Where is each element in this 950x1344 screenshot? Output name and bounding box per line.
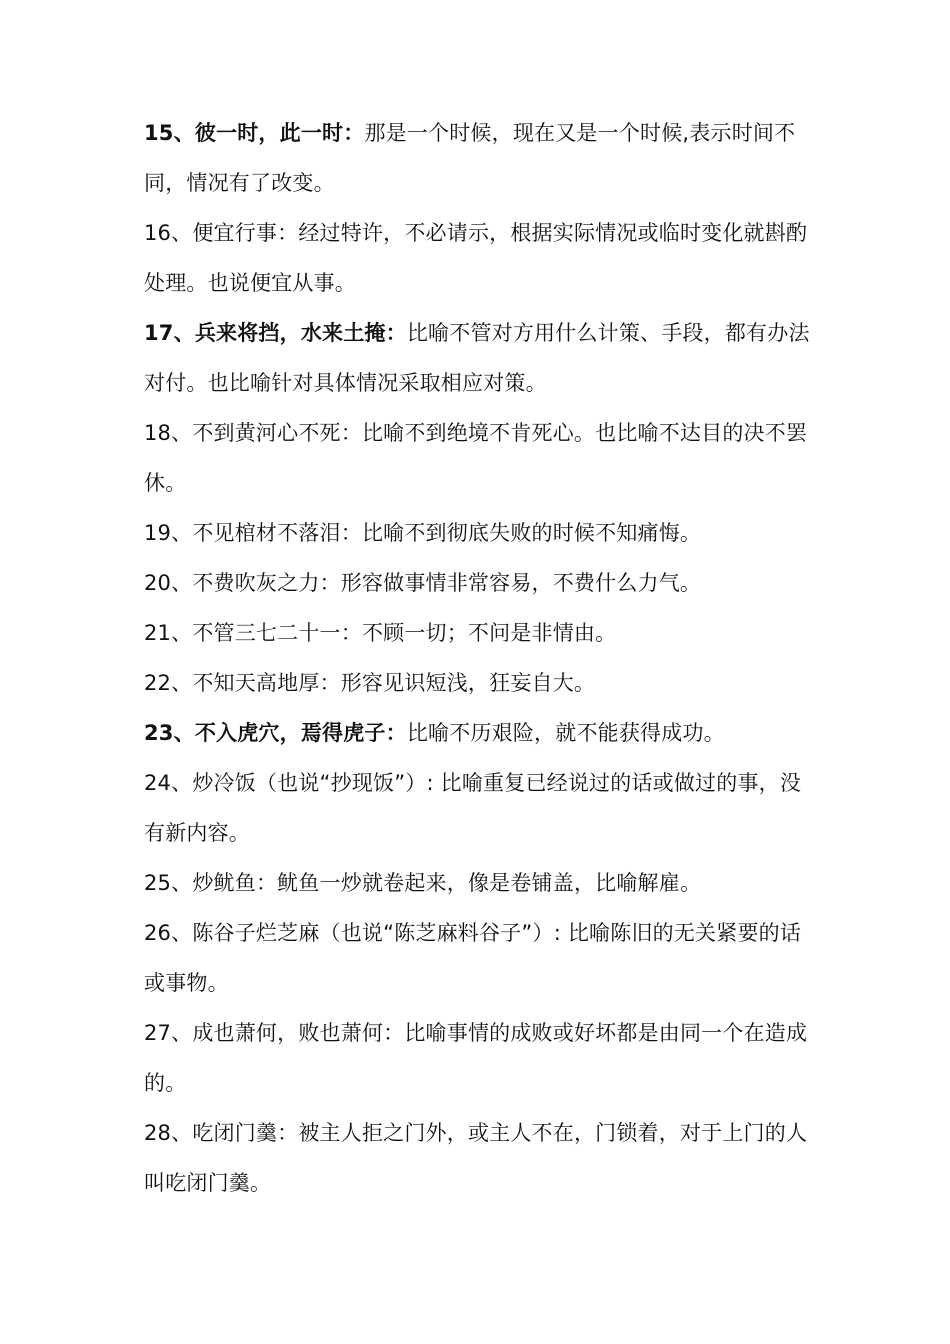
- idiom-definition: 比喻不历艰险，就不能获得成功。: [406, 721, 725, 745]
- idiom-term: 兵来将挡，水来土掩: [194, 321, 386, 345]
- entry-number: 20、: [144, 571, 193, 595]
- idiom-entry: [144, 108, 814, 208]
- idiom-term: 不知天高地厚: [192, 671, 320, 695]
- entry-number: 28、: [144, 1121, 193, 1145]
- idiom-definition: 那是一个时候，现在又是一个时候,表示时间不同，情况有了改变。: [144, 121, 796, 195]
- entry-number: 16、: [144, 221, 193, 245]
- term-separator: :: [426, 771, 441, 795]
- idiom-term: 不费吹灰之力: [192, 571, 320, 595]
- idiom-definition: 比喻重复已经说过的话或做过的事，没有新内容。: [144, 771, 802, 845]
- idiom-entry: [144, 608, 814, 658]
- entry-number: 15、: [144, 121, 195, 145]
- idiom-term: 彼一时，此一时: [194, 121, 344, 145]
- idiom-entry: [144, 508, 814, 558]
- idiom-term: 不见棺材不落泪: [192, 521, 341, 545]
- term-separator: ：: [340, 521, 362, 545]
- entry-number: 18、: [144, 421, 193, 445]
- idiom-definition: 形容见识短浅，狂妄自大。: [340, 671, 596, 695]
- term-separator: :: [553, 921, 568, 945]
- entry-number: 17、: [144, 321, 195, 345]
- entry-number: 23、: [144, 721, 195, 745]
- term-separator: ：: [340, 421, 362, 445]
- term-separator: ：: [255, 871, 278, 895]
- idiom-entry: [144, 858, 814, 908]
- idiom-entry: [144, 758, 814, 858]
- idiom-definition: 被主人拒之门外，或主人不在，门锁着，对于上门的人叫吃闭门羹。: [144, 1121, 808, 1195]
- entry-number: 24、: [144, 771, 193, 795]
- idiom-entry: [144, 558, 814, 608]
- idiom-term: 炒鱿鱼: [192, 871, 256, 895]
- idiom-term: 不到黄河心不死: [192, 421, 341, 445]
- idiom-definition: 比喻陈旧的无关紧要的话或事物。: [144, 921, 802, 995]
- entry-number: 22、: [144, 671, 193, 695]
- term-separator: ：: [383, 1021, 405, 1045]
- idiom-definition: 比喻不管对方用什么计策、手段，都有办法对付。也比喻针对具体情况采取相应对策。: [144, 321, 810, 395]
- idiom-definition: 鱿鱼一炒就卷起来，像是卷铺盖，比喻解雇。: [277, 871, 702, 895]
- idiom-definition: 比喻事情的成败或好坏都是由同一个在造成的。: [144, 1021, 808, 1095]
- idiom-definition: 不顾一切；不问是非情由。: [361, 621, 617, 645]
- idiom-term: 吃闭门羹: [192, 1121, 278, 1145]
- term-separator: ：: [277, 1121, 299, 1145]
- idiom-entry: [144, 1008, 814, 1108]
- idiom-term: 陈谷子烂芝麻（也说“陈芝麻料谷子”）: [192, 921, 554, 945]
- idiom-definition: 经过特许，不必请示，根据实际情况或临时变化就斟酌处理。也说便宜从事。: [144, 221, 808, 295]
- term-separator: ：: [385, 721, 407, 745]
- idiom-entry: [144, 908, 814, 1008]
- idiom-term: 便宜行事: [192, 221, 278, 245]
- idiom-entry: [144, 308, 814, 408]
- entry-number: 25、: [144, 871, 193, 895]
- idiom-definition: 形容做事情非常容易，不费什么力气。: [340, 571, 702, 595]
- term-separator: ：: [385, 321, 407, 345]
- idiom-list: [144, 108, 814, 1208]
- idiom-entry: [144, 658, 814, 708]
- term-separator: ：: [277, 221, 299, 245]
- idiom-entry: [144, 408, 814, 508]
- entry-number: 19、: [144, 521, 193, 545]
- idiom-definition: 比喻不到彻底失败的时候不知痛悔。: [361, 521, 702, 545]
- entry-number: 27、: [144, 1021, 193, 1045]
- entry-number: 21、: [144, 621, 193, 645]
- idiom-term: 不入虎穴，焉得虎子: [194, 721, 386, 745]
- term-separator: ：: [319, 571, 341, 595]
- idiom-term: 不管三七二十一: [192, 621, 341, 645]
- idiom-term: 成也萧何，败也萧何: [192, 1021, 384, 1045]
- term-separator: ：: [340, 621, 362, 645]
- idiom-definition: 比喻不到绝境不肯死心。也比喻不达目的决不罢休。: [144, 421, 808, 495]
- idiom-term: 炒冷饭（也说“抄现饭”）: [192, 771, 427, 795]
- entry-number: 26、: [144, 921, 193, 945]
- idiom-entry: [144, 208, 814, 308]
- term-separator: ：: [319, 671, 341, 695]
- idiom-entry: [144, 708, 814, 758]
- idiom-entry: [144, 1108, 814, 1208]
- term-separator: ：: [343, 121, 365, 145]
